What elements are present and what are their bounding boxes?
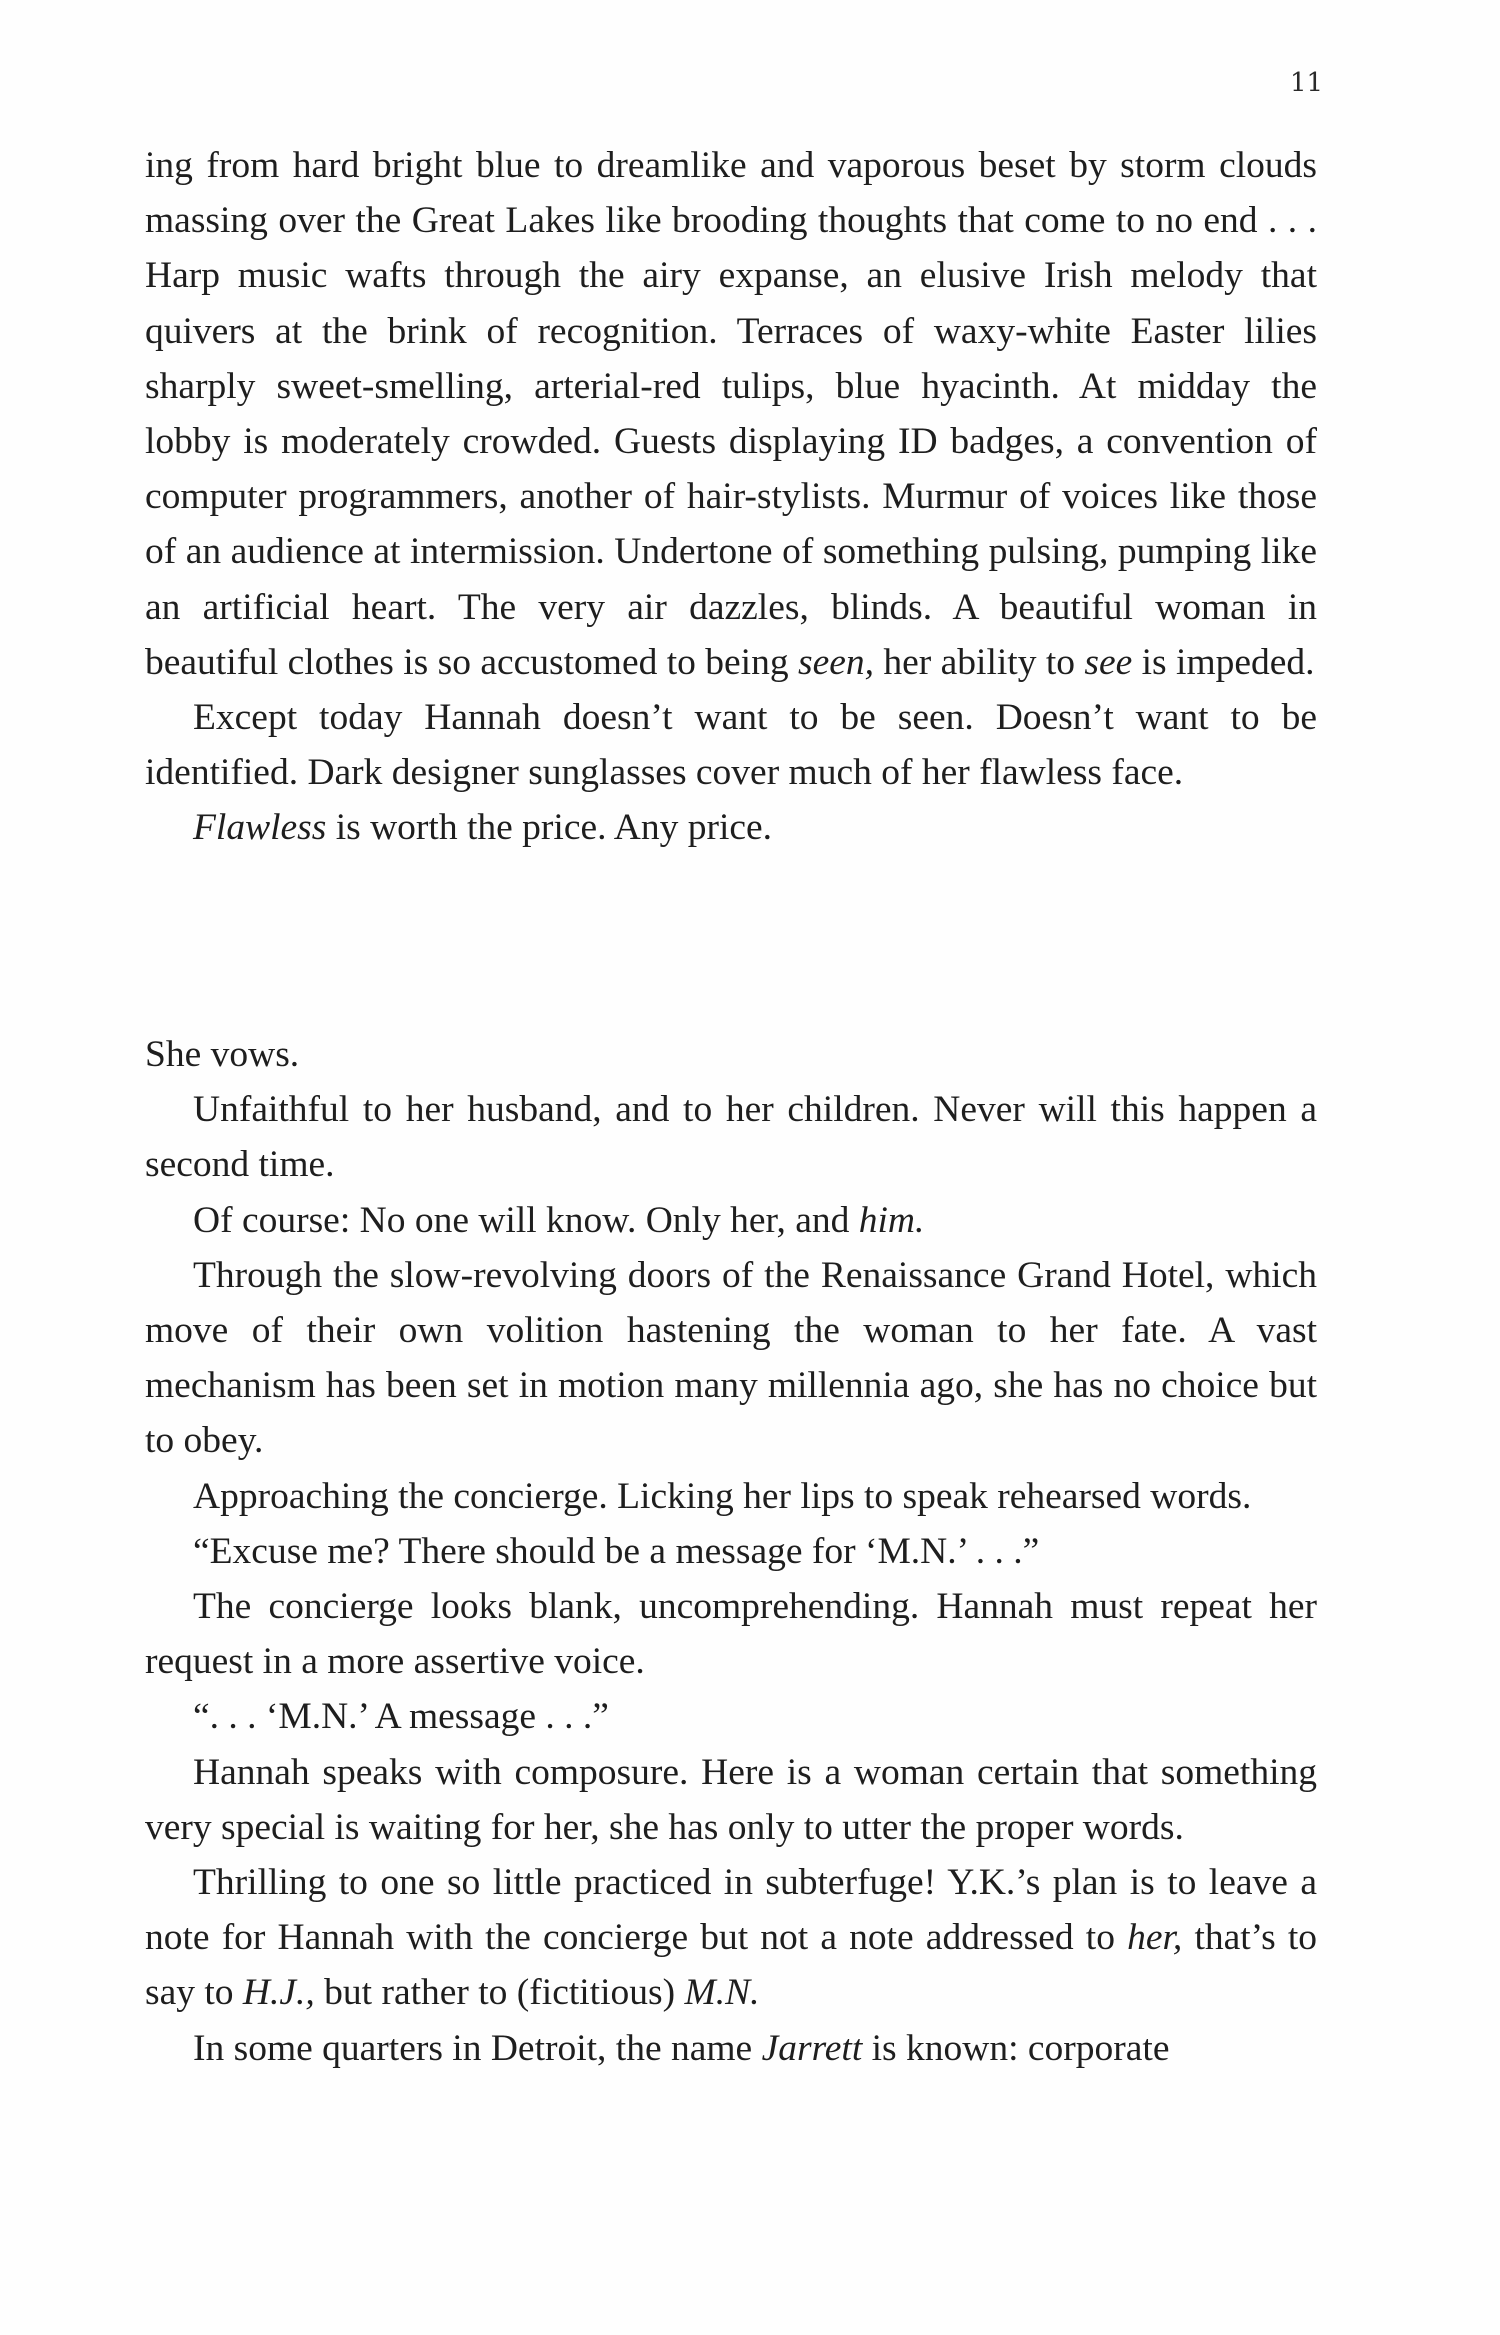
paragraph: Except today Hannah doesn’t want to be seen. Doesn’t want to be identified. Dark designer sunglasses cover much of her flawless face. bbox=[145, 697, 1317, 794]
text-section-1 bbox=[145, 138, 1317, 856]
paragraph: Through the slow-revolving doors of the Renaissance Grand Hotel, which move of their own volition hastening the woman to her fate. A vast mechanism has been set in motion many millennia ago, she has no choice but to obey. bbox=[145, 1254, 1317, 1462]
paragraph: “. . . ‘M.N.’ A message . . .” bbox=[193, 1696, 609, 1738]
page-number: 11 bbox=[1290, 68, 1324, 98]
paragraph: Approaching the concierge. Licking her lips to speak rehearsed words. bbox=[193, 1475, 1252, 1517]
paragraph: The concierge looks blank, uncomprehending. Hannah must repeat her request in a more assertive voice. bbox=[145, 1586, 1317, 1683]
text-section-2 bbox=[145, 1027, 1317, 2076]
paragraph: In some quarters in Detroit, the name Jarrett is known: corporate bbox=[193, 2027, 1170, 2069]
paragraph: Unfaithful to her husband, and to her children. Never will this happen a second time. bbox=[145, 1089, 1317, 1186]
paragraph: Flawless is worth the price. Any price. bbox=[193, 807, 773, 849]
paragraph: ing from hard bright blue to dreamlike and vaporous beset by storm clouds massing over the Great Lakes like brooding thoughts that come to no end . . . Harp music wafts through the airy expanse, an elusive Irish melody that quivers at the brink of recognition. Terraces of waxy-white Easter lilies sharply sweet-smelling, arterial-red tulips, blue hyacinth. At midday the lobby is moderately crowded. Guests displaying ID badges, a convention of computer programmers, another of hair-stylists. Murmur of voices like those of an audience at intermission. Undertone of something pulsing, pumping like an artificial heart. The very air dazzles, blinds. A beautiful woman in beautiful clothes is so accustomed to being seen, her ability to see is impeded. bbox=[145, 145, 1317, 683]
paragraph: Of course: No one will know. Only her, and him. bbox=[193, 1199, 925, 1241]
paragraph: Hannah speaks with composure. Here is a woman certain that something very special is waiting for her, she has only to utter the proper words. bbox=[145, 1751, 1317, 1848]
paragraph: She vows. bbox=[145, 1034, 300, 1075]
paragraph: Thrilling to one so little practiced in subterfuge! Y.K.’s plan is to leave a note for Hannah with the concierge but not a note addressed to her, that’s to say to H.J., but rather to (fictitious) M.N. bbox=[145, 1862, 1317, 2014]
paragraph: “Excuse me? There should be a message for ‘M.N.’ . . .” bbox=[193, 1530, 1040, 1572]
